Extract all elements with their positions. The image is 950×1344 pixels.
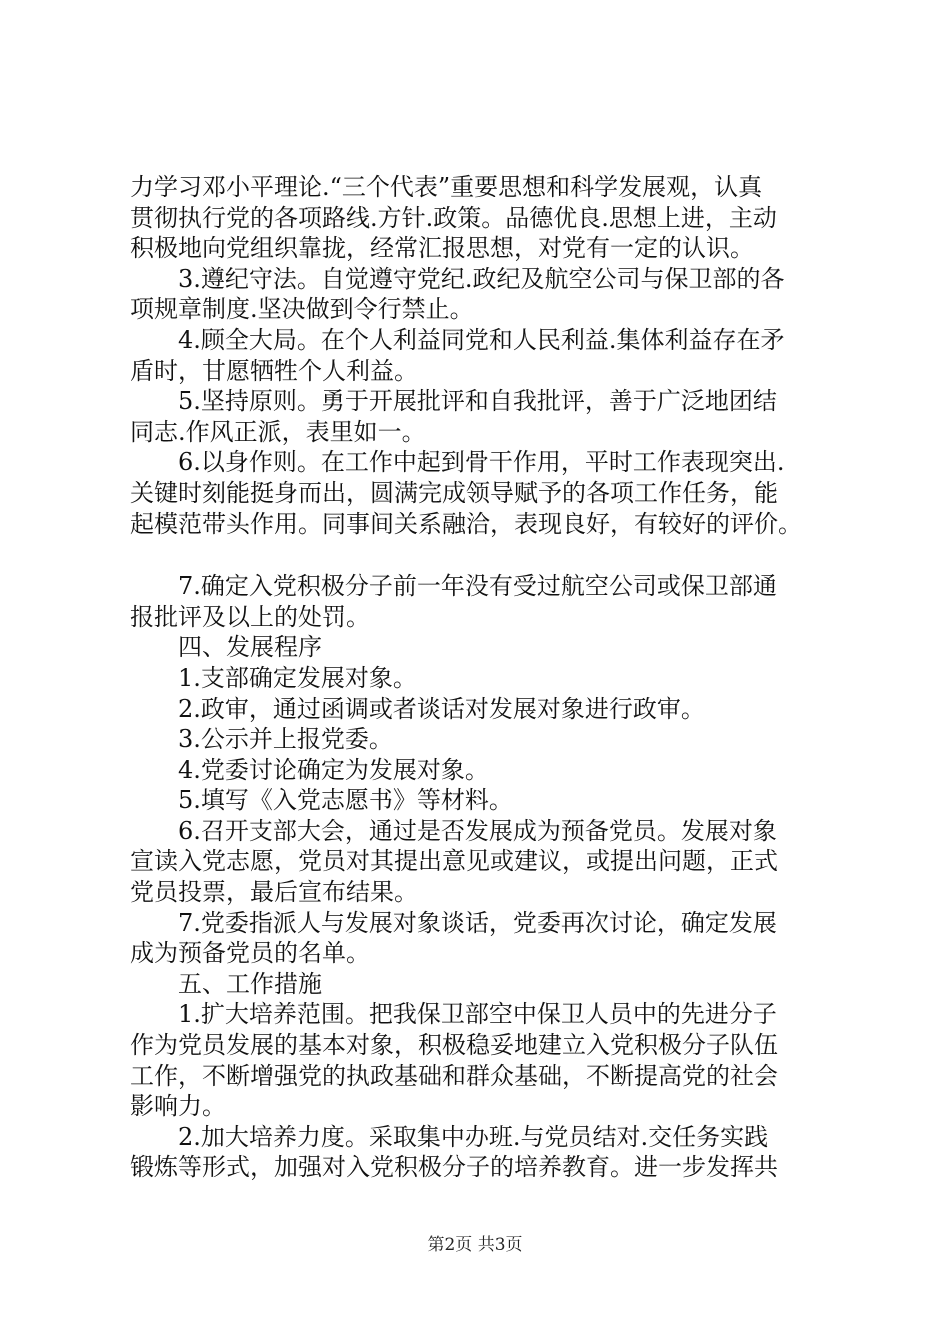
text-line: 五、工作措施 (178, 969, 322, 998)
text-line: 力学习邓小平理论.“三个代表”重要思想和科学发展观，认真 (130, 173, 763, 201)
text-line: 4.党委讨论确定为发展对象。 (178, 755, 489, 784)
text-line: 1.支部确定发展对象。 (178, 663, 417, 692)
text-line: 6.以身作则。在工作中起到骨干作用，平时工作表现突出. (178, 448, 785, 477)
text-line: 同志.作风正派，表里如一。 (130, 417, 426, 446)
text-line: 6.召开支部大会，通过是否发展成为预备党员。发展对象 (178, 816, 777, 845)
text-line: 四、发展程序 (178, 633, 322, 662)
text-line: 成为预备党员的名单。 (130, 939, 370, 968)
text-line: 1.扩大培养范围。把我保卫部空中保卫人员中的先进分子 (178, 1000, 777, 1029)
text-line: 5.填写《入党志愿书》等材料。 (178, 786, 513, 815)
text-line: 关键时刻能挺身而出，圆满完成领导赋予的各项工作任务，能 (130, 478, 778, 507)
document-body (130, 172, 850, 1183)
text-line: 3.公示并上报党委。 (178, 725, 393, 754)
text-line: 工作，不断增强党的执政基础和群众基础，不断提高党的社会 (130, 1061, 778, 1090)
text-line: 项规章制度.坚决做到令行禁止。 (130, 295, 474, 324)
text-line: 盾时，甘愿牺牲个人利益。 (130, 356, 418, 385)
text-line: 5.坚持原则。勇于开展批评和自我批评，善于广泛地团结 (178, 387, 777, 416)
text-line: 影响力。 (130, 1092, 226, 1121)
text-line: 报批评及以上的处罚。 (130, 602, 370, 631)
text-line: 锻炼等形式，加强对入党积极分子的培养教育。进一步发挥共 (130, 1153, 778, 1182)
page-footer: 第2页 共3页 (427, 1235, 523, 1255)
text-line: 党员投票，最后宣布结果。 (130, 878, 418, 907)
text-line: 贯彻执行党的各项路线.方针.政策。品德优良.思想上进，主动 (130, 203, 777, 232)
text-line: 宣读入党志愿，党员对其提出意见或建议，或提出问题，正式 (130, 847, 778, 876)
text-line: 7.确定入党积极分子前一年没有受过航空公司或保卫部通 (178, 572, 777, 601)
text-line: 2.加大培养力度。采取集中办班.与党员结对.交任务实践 (178, 1122, 769, 1151)
text-line: 2.政审，通过函调或者谈话对发展对象进行政审。 (178, 694, 705, 723)
text-line: 3.遵纪守法。自觉遵守党纪.政纪及航空公司与保卫部的各 (178, 264, 785, 293)
text-line: 4.顾全大局。在个人利益同党和人民利益.集体利益存在矛 (178, 325, 785, 354)
text-line: 积极地向党组织靠拢，经常汇报思想，对党有一定的认识。 (130, 234, 754, 263)
text-line: 起模范带头作用。同事间关系融洽，表现良好，有较好的评价。 (130, 509, 802, 538)
text-line: 7.党委指派人与发展对象谈话，党委再次讨论，确定发展 (178, 908, 777, 937)
text-line: 作为党员发展的基本对象，积极稳妥地建立入党积极分子队伍 (130, 1031, 778, 1060)
